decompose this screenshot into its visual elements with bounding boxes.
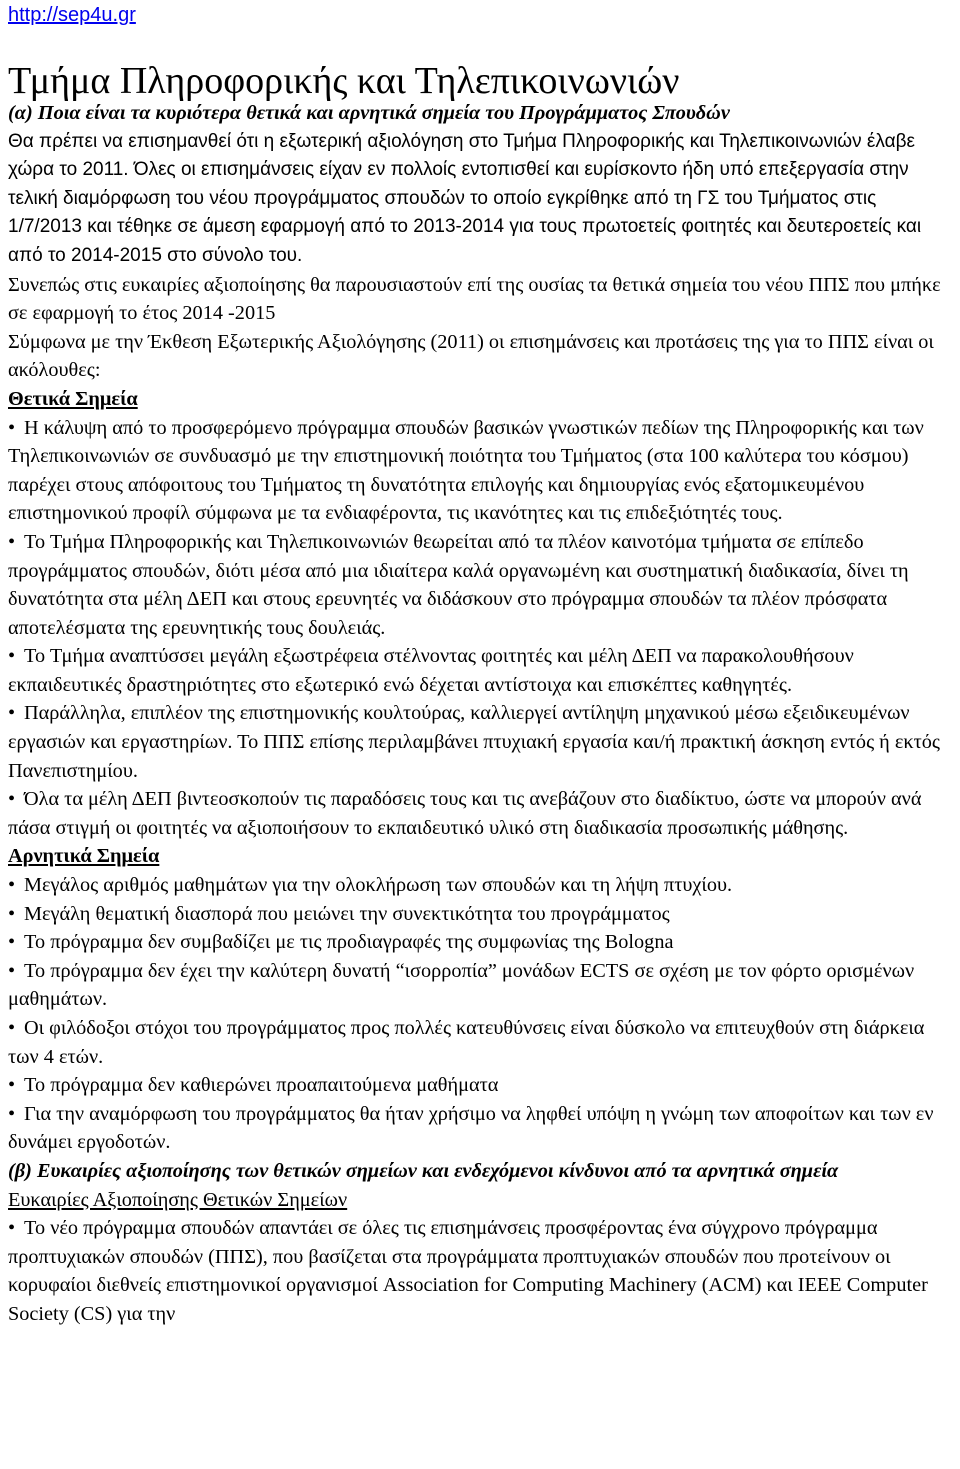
intro-paragraph-3: Σύμφωνα με την Έκθεση Εξωτερικής Αξιολόγησης (2011) οι επισημάνσεις και προτάσεις της για το ΠΠΣ είναι οι ακόλουθες: — [8, 330, 934, 382]
list-item — [8, 1100, 952, 1157]
list-item — [8, 642, 952, 699]
source-link[interactable]: http://sep4u.gr — [8, 4, 136, 26]
list-item-text: Το πρόγραμμα δεν καθιερώνει προαπαιτούμενα μαθήματα — [24, 1074, 499, 1097]
bullet-icon: • — [8, 1017, 16, 1039]
bullet-icon: • — [8, 645, 16, 668]
negative-heading: Αρνητικά Σημεία — [8, 845, 160, 868]
list-item — [8, 1214, 952, 1328]
list-item-text: Μεγάλος αριθμός μαθημάτων για την ολοκλήρωση των σπουδών και τη λήψη πτυχίου. — [24, 874, 733, 897]
list-item-text: Παράλληλα, επιπλέον της επιστημονικής κουλτούρας, καλλιεργεί αντίληψη μηχανικού μέσω εξειδικευμένων εργασιών και εργαστηρίων. Το ΠΠΣ επίσης περιλαμβάνει πτυχιακή εργασία και/ή πρακτική άσκηση εντός ή εκτός Πανεπιστημίου. — [8, 702, 940, 782]
list-item-text: Μεγάλη θεματική διασπορά που μειώνει την συνεκτικότητα του προγράμματος — [24, 902, 670, 925]
list-item — [8, 957, 952, 1014]
bullet-icon: • — [8, 702, 16, 725]
list-item — [8, 928, 952, 957]
list-item — [8, 414, 952, 528]
section-a-heading: (α) Ποια είναι τα κυριότερα θετικά και αρνητικά σημεία του Προγράμματος Σπουδών — [8, 102, 730, 124]
bullet-icon: • — [8, 530, 16, 553]
list-item-text: Το Τμήμα αναπτύσσει μεγάλη εξωστρέφεια στέλνοντας φοιτητές και μέλη ΔΕΠ να παρακολουθήσουν εκπαιδευτικές δραστηριότητες στο εξωτερικό ενώ δέχεται αντίστοιχα και επισκέπτες καθηγητές. — [8, 645, 854, 696]
bullet-icon: • — [8, 1074, 16, 1097]
bullet-icon: • — [8, 1217, 16, 1240]
bullet-icon: • — [8, 874, 16, 897]
list-item-text: Το πρόγραμμα δεν έχει την καλύτερη δυνατή “ισορροπία” μονάδων ECTS σε σχέση με τον φόρτο ορισμένων μαθημάτων. — [8, 959, 915, 1011]
bullet-icon: • — [8, 959, 16, 982]
intro-paragraph-2: Συνεπώς στις ευκαιρίες αξιοποίησης θα παρουσιαστούν επί της ουσίας τα θετικά σημεία του νέου ΠΠΣ που μπήκε σε εφαρμογή το έτος 2014 -2015 — [8, 273, 941, 325]
bullet-icon: • — [8, 902, 16, 925]
bullet-icon: • — [8, 788, 16, 811]
list-item — [8, 1014, 952, 1071]
intro-paragraph: Θα πρέπει να επισημανθεί ότι η εξωτερική αξιολόγηση στο Τμήμα Πληροφορικής και Τηλεπικοινωνιών έλαβε χώρα το 2011. Όλες οι επισημάνσεις είχαν εν πολλοίς εντοπισθεί και ευρίσκοντο ήδη υπό επεξεργασία στην τελική διαμόρφωση του νέου προγράμματος σπουδών το οποίο εγκρίθηκε από τη ΓΣ του Τμήματος στις 1/7/2013 και τέθηκε σε άμεση εφαρμογή από το 2013-2014 για τους πρωτοετείς φοιτητές και δευτεροετείς και από το 2014-2015 στο σύνολο του. — [8, 130, 922, 266]
list-item-text: Η κάλυψη από το προσφερόμενο πρόγραμμα σπουδών βασικών γνωστικών πεδίων της Πληροφορικής και των Τηλεπικοινωνιών σε συνδυασμό με την επιστημονική ποιότητα του Τμήματος (στα 100 καλύτερα του κόσμου) παρέχει στους απόφοιτους του Τμήματος τη δυνατότητα επιλογής και δημιουργίας ενός εξατομικευμένου επιστημονικού προφίλ σύμφωνα με τα ενδιαφέροντα, τις ικανότητες και τις επιδεξιότητές τους. — [8, 416, 924, 525]
list-item — [8, 785, 952, 842]
list-item — [8, 1071, 952, 1100]
bullet-icon: • — [8, 931, 16, 954]
list-item — [8, 699, 952, 785]
list-item-text: Το πρόγραμμα δεν συμβαδίζει με τις προδιαγραφές της συμφωνίας της Bologna — [24, 931, 674, 954]
document-body — [8, 99, 952, 1329]
positive-heading: Θετικά Σημεία — [8, 387, 138, 410]
list-item-text: Οι φιλόδοξοι στόχοι του προγράμματος προς πολλές κατευθύνσεις είναι δύσκολο να επιτευχθούν στη διάρκεια των 4 ετών. — [8, 1017, 925, 1068]
list-item-text: Το νέο πρόγραμμα σπουδών απαντάει σε όλες τις επισημάνσεις προσφέροντας ένα σύγχρονο πρόγραμμα προπτυχιακών σπουδών (ΠΠΣ), που βασίζεται στα προγράμματα προπτυχιακών σπουδών που προτείνουν οι κορυφαίοι διεθνείς επιστημονικοί οργανισμοί Association for Computing Machinery (ACM) και IEEE Computer Society (CS) για την — [8, 1217, 928, 1325]
list-item — [8, 900, 952, 929]
list-item-text: Το Τμήμα Πληροφορικής και Τηλεπικοινωνιών θεωρείται από τα πλέον καινοτόμα τμήματα σε επίπεδο προγράμματος σπουδών, διότι μέσα από μια ιδιαίτερα καλά οργανωμένη και συστηματική διαδικασία, δίνει τη δυνατότητα στα μέλη ΔΕΠ και στους ερευνητές να διδάσκουν στο πρόγραμμα σπουδών τα πλέον πρόσφατα αποτελέσματα της ερευνητικής τους δουλειάς. — [8, 530, 909, 639]
opportunities-heading: Ευκαιρίες Αξιοποίησης Θετικών Σημείων — [8, 1188, 348, 1211]
list-item-text: Για την αναμόρφωση του προγράμματος θα ήταν χρήσιμο να ληφθεί υπόψη η γνώμη των αποφοίτων και των εν δυνάμει εργοδοτών. — [8, 1102, 934, 1154]
section-b-heading: (β) Ευκαιρίες αξιοποίησης των θετικών σημείων και ενδεχόμενοι κίνδυνοι από τα αρνητικά σημεία — [8, 1159, 839, 1182]
page-title: Τμήμα Πληροφορικής και Τηλεπικοινωνιών — [8, 60, 680, 102]
list-item — [8, 871, 952, 900]
bullet-icon: • — [8, 416, 16, 439]
list-item-text: Όλα τα μέλη ΔΕΠ βιντεοσκοπούν τις παραδόσεις τους και τις ανεβάζουν στο διαδίκτυο, ώστε να μπορούν ανά πάσα στιγμή οι φοιτητές να αξιοποιήσουν το εκπαιδευτικό υλικό στη διαδικασία προσωπικής μάθησης. — [8, 788, 922, 839]
list-item — [8, 528, 952, 642]
bullet-icon: • — [8, 1102, 16, 1125]
